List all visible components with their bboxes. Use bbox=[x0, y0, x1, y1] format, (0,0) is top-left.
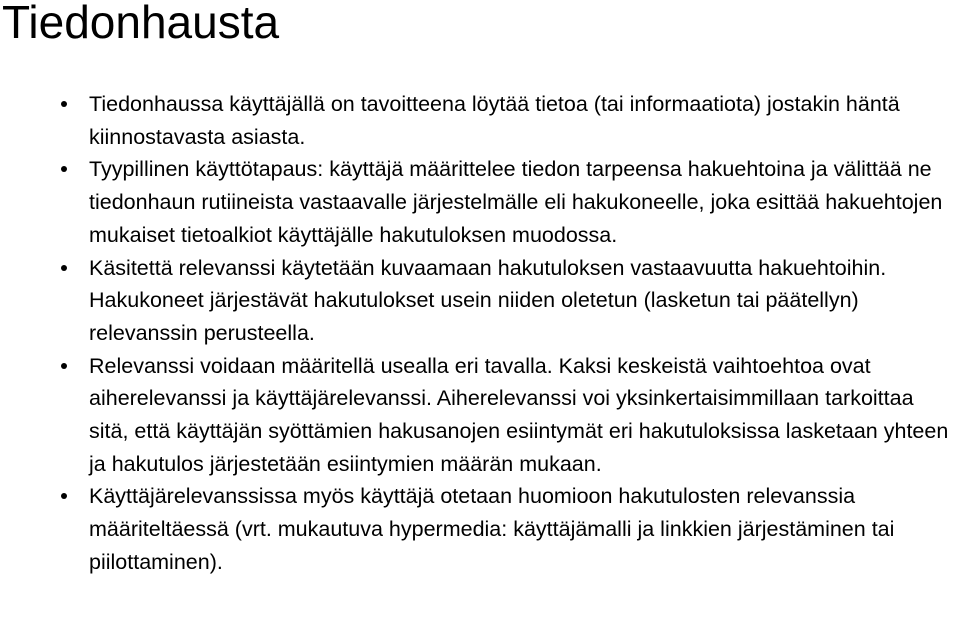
bullet-text: Tiedonhaussa käyttäjällä on tavoitteena löytää tietoa (tai informaatiota) jostakin häntä kiinnostavasta asiasta. bbox=[89, 92, 900, 149]
bullet-item bbox=[89, 153, 955, 251]
bullet-text: Tyypillinen käyttötapaus: käyttäjä määrittelee tiedon tarpeensa hakuehtoina ja välittää ne tiedonhaun rutiineista vastaavalle järjestelmälle eli hakukoneelle, joka esittää hakuehtojen mukaiset tietoalkiot käyttäjälle hakutuloksen muodossa. bbox=[89, 157, 943, 247]
bullet-text: Käyttäjärelevanssissa myös käyttäjä otetaan huomioon hakutulosten relevanssia määriteltäessä (vrt. mukautuva hypermedia: käyttäjämalli ja linkkien järjestäminen tai piilottaminen). bbox=[89, 484, 895, 574]
bullet-text: Käsitettä relevanssi käytetään kuvaamaan hakutuloksen vastaavuutta hakuehtoihin. Hakukoneet järjestävät hakutulokset usein niiden oletetun (lasketun tai päätellyn) relevanssin perusteella. bbox=[89, 255, 887, 345]
bullet-item bbox=[89, 252, 955, 350]
bullet-dot-icon bbox=[61, 265, 67, 271]
bullet-item bbox=[89, 350, 955, 481]
bullet-dot-icon bbox=[61, 363, 67, 369]
bullet-item bbox=[89, 88, 955, 153]
bullet-dot-icon bbox=[61, 101, 67, 107]
bullet-text: Relevanssi voidaan määritellä usealla eri tavalla. Kaksi keskeistä vaihtoehtoa ovat aiherelevanssi ja käyttäjärelevanssi. Aiherelevanssi voi yksinkertaisimmillaan tarkoittaa sitä, että käyttäjän syöttämien hakusanojen esiintymät eri hakutuloksissa lasketaan yhteen ja hakutulos järjestetään esiintymien määrän mukaan. bbox=[89, 353, 949, 476]
bullet-list bbox=[89, 88, 955, 579]
bullet-dot-icon bbox=[61, 493, 67, 499]
bullet-item bbox=[89, 480, 955, 578]
slide-title: Tiedonhausta bbox=[2, 0, 280, 48]
bullet-dot-icon bbox=[61, 166, 67, 172]
